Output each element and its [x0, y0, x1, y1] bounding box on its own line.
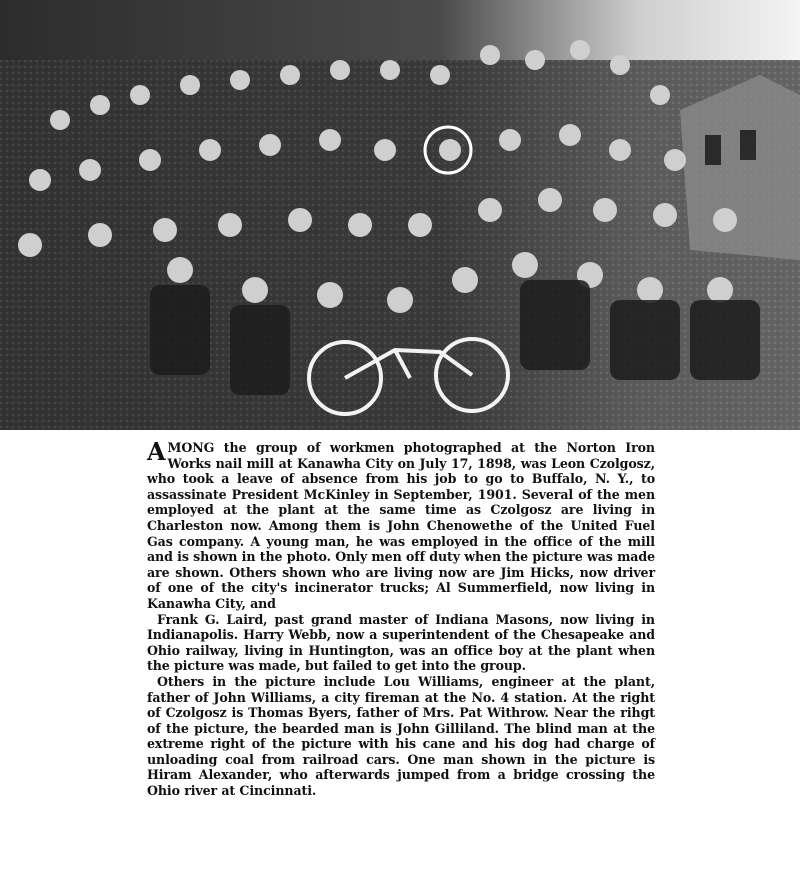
- caption-paragraph-1-text: MONG the group of workmen photographed at the Norton Iron Works nail mill at Kanawha City on July 17, 1898, was Leon Czolgosz, who took a leave of absence from his job to go to Buffalo, N. Y., to assassinate President McKinley in September, 1901. Several of the men employed at the plant at the same time as Czolgosz are living in Charleston now. Among them is John Chenowethe of the United Fuel Gas company. A young man, he was employed in the office of the mill and is shown in the photo. Only men off duty when the picture was made are shown. Others shown who are living now are Jim Hicks, now driver of one of the city's incinerator trucks; Al Summerfield, now living in Kanawha City, and: [147, 440, 655, 611]
- photo-crowd-texture: [0, 60, 800, 430]
- caption-paragraph-3: Others in the picture include Lou Williams, engineer at the plant, father of John Williams, a city fireman at the No. 4 station. At the right of Czolgosz is Thomas Byers, father of Mrs. Pat Withrow. Near the rihgt of the picture, the bearded man is John Gilliland. The blind man at the extreme right of the picture with his cane and his dog had charge of unloading coal from railroad cars. One man shown in the picture is Hiram Alexander, who afterwards jumped from a bridge crossing the Ohio river at Cincinnati.: [147, 673, 655, 799]
- caption-paragraph-1: [147, 437, 655, 612]
- building-shape: [680, 75, 800, 260]
- group-photograph: [0, 0, 800, 430]
- photo-caption: [147, 437, 655, 799]
- drop-cap: A: [147, 437, 166, 466]
- building-window: [705, 135, 721, 165]
- caption-paragraph-2: Frank G. Laird, past grand master of Indiana Masons, now living in Indianapolis. Harry Webb, now a superintendent of the Chesapeake and Ohio railway, living in Huntington, was an office boy at the plant when the picture was made, but failed to get into the group.: [147, 611, 655, 674]
- workmen-photo-illustration: [0, 0, 800, 430]
- building-window: [740, 130, 756, 160]
